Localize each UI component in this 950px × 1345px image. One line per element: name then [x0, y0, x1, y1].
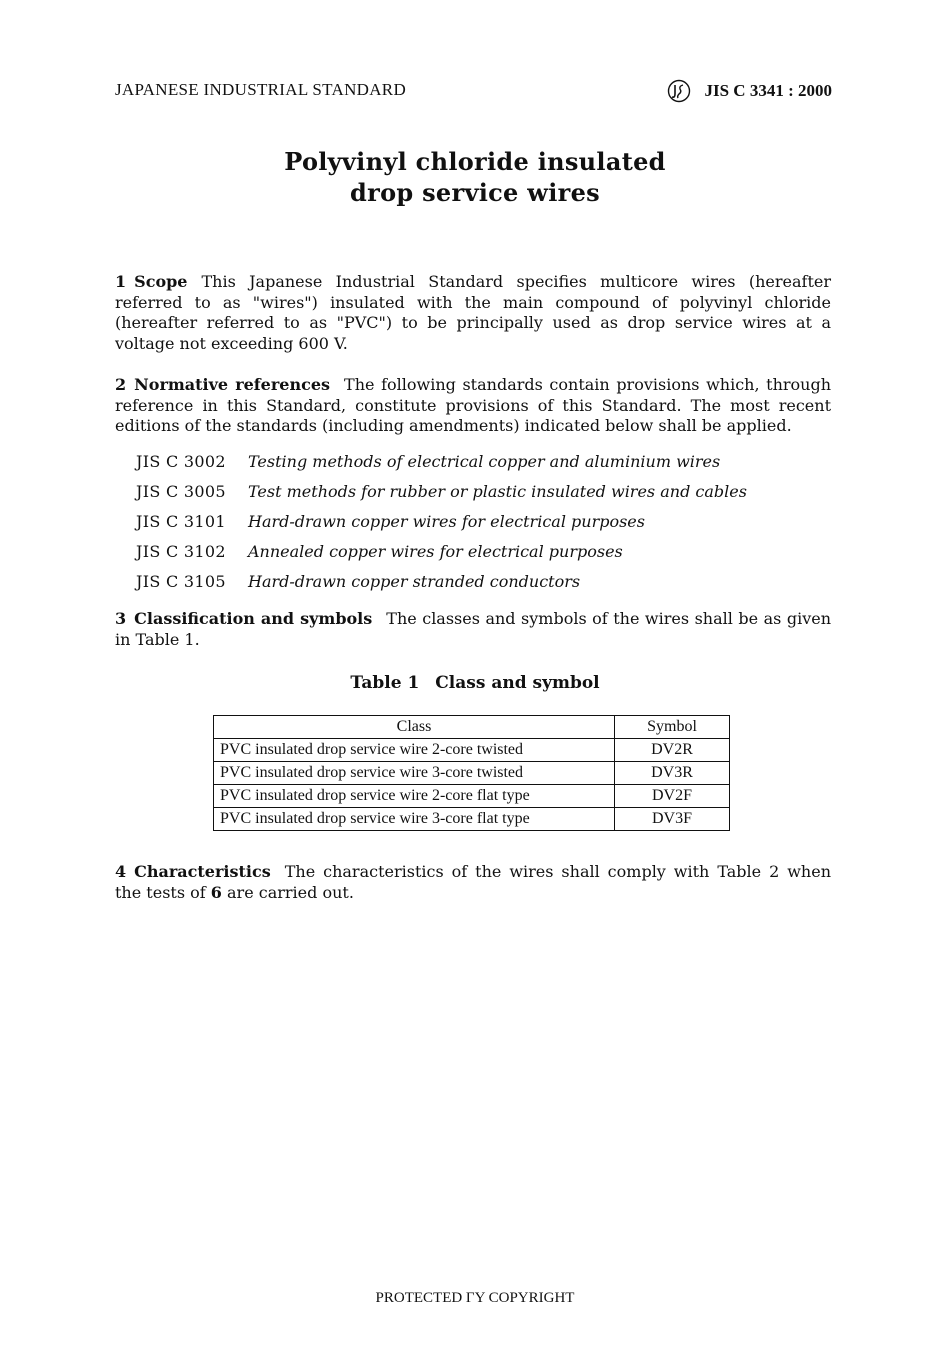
- copyright-footer: PROTECTED ΓY COPYRIGHT: [375, 1290, 575, 1306]
- reference-code: JIS C 3101: [136, 511, 226, 531]
- class-cell: PVC insulated drop service wire 2-core twisted: [214, 739, 615, 762]
- list-item: [136, 566, 747, 596]
- title-line-1: Polyvinyl chloride insulated: [284, 147, 666, 176]
- reference-title: Annealed copper wires for electrical purposes: [248, 541, 623, 561]
- list-item: [136, 506, 747, 536]
- table-row: [214, 739, 730, 762]
- table-caption-label: Table 1: [350, 673, 420, 693]
- section-heading: Scope: [134, 272, 188, 291]
- section-number: 3: [115, 609, 127, 628]
- class-symbol-table: [213, 715, 730, 831]
- table-row: [214, 762, 730, 785]
- column-header-class: Class: [214, 716, 615, 739]
- symbol-cell: DV2R: [615, 739, 730, 762]
- page-title: [0, 146, 950, 208]
- reference-title: Testing methods of electrical copper and aluminium wires: [248, 451, 721, 471]
- table-caption: [0, 673, 950, 693]
- section-text: This Japanese Industrial Standard specifies multicore wires (hereafter referred to as "wires") insulated with the main compound of polyvinyl chloride (hereafter referred to as "PVC") to be principally used as drop service wires at a voltage not exceeding 600 V.: [115, 272, 831, 354]
- table-caption-title: Class and symbol: [435, 673, 600, 693]
- table-row: [214, 785, 730, 808]
- symbol-cell: DV3R: [615, 762, 730, 785]
- list-item: [136, 536, 747, 566]
- section-classification: [115, 609, 831, 650]
- class-cell: PVC insulated drop service wire 2-core flat type: [214, 785, 615, 808]
- reference-title: Hard-drawn copper wires for electrical purposes: [248, 511, 645, 531]
- section-normative-references: [115, 375, 831, 437]
- reference-code: JIS C 3002: [136, 451, 226, 471]
- column-header-symbol: Symbol: [615, 716, 730, 739]
- reference-code: JIS C 3105: [136, 571, 226, 591]
- section-text: The following standards contain provisions which, through reference in this Standard, constitute provisions of this Standard. The most recent editions of the standards (including amendments) indicated below shall be applied.: [115, 375, 832, 436]
- section-text: The classes and symbols of the wires shall be as given in Table 1.: [115, 609, 832, 649]
- list-item: [136, 446, 747, 476]
- section-characteristics: [115, 862, 831, 903]
- section-number: 1: [115, 272, 127, 291]
- symbol-cell: DV3F: [615, 808, 730, 831]
- section-reference: 6: [210, 882, 222, 902]
- section-heading: Characteristics: [134, 862, 271, 881]
- class-cell: PVC insulated drop service wire 3-core flat type: [214, 808, 615, 831]
- section-number: 4: [115, 862, 127, 881]
- jis-mark-icon: [666, 78, 692, 104]
- section-number: 2: [115, 375, 127, 394]
- section-text-end: are carried out.: [227, 882, 354, 902]
- standard-number: JIS C 3341 : 2000: [704, 81, 832, 100]
- reference-list: [136, 446, 747, 596]
- section-text: The characteristics of the wires shall comply with Table 2 when the tests of: [115, 862, 831, 902]
- reference-title: Test methods for rubber or plastic insulated wires and cables: [248, 481, 747, 501]
- list-item: [136, 476, 747, 506]
- reference-code: JIS C 3005: [136, 481, 226, 501]
- section-scope: [115, 272, 831, 355]
- standard-header-label: JAPANESE INDUSTRIAL STANDARD: [115, 80, 407, 99]
- class-cell: PVC insulated drop service wire 3-core twisted: [214, 762, 615, 785]
- reference-code: JIS C 3102: [136, 541, 226, 561]
- table-row: [214, 808, 730, 831]
- section-heading: Classification and symbols: [134, 609, 373, 628]
- reference-title: Hard-drawn copper stranded conductors: [248, 571, 581, 591]
- title-line-2: drop service wires: [350, 178, 600, 207]
- table-header-row: [214, 716, 730, 739]
- section-heading: Normative references: [134, 375, 331, 394]
- symbol-cell: DV2F: [615, 785, 730, 808]
- standard-designation: [666, 78, 832, 104]
